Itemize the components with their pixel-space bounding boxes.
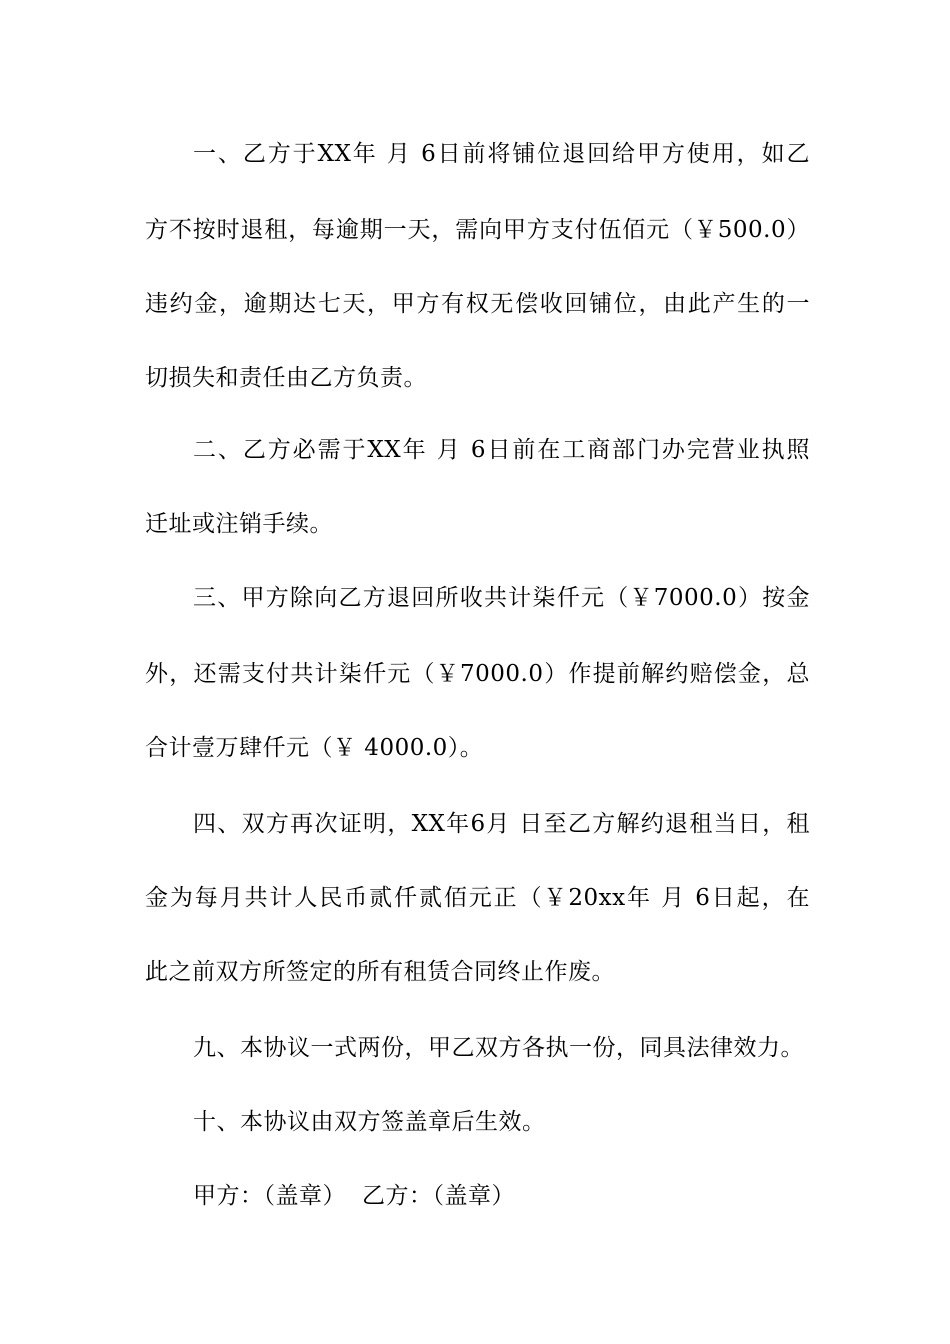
paragraph-3-line-2: 外，还需支付共计柒仟元（￥7000.0）作提前解约赔偿金，总 [145, 661, 810, 687]
paragraph-4-line-1: 四、双方再次证明，XX年6月 日至乙方解约退租当日，租 [193, 811, 810, 837]
paragraph-10-line-1: 十、本协议由双方签盖章后生效。 [193, 1109, 546, 1135]
paragraph-2-line-2: 迁址或注销手续。 [145, 511, 333, 537]
signature-line [193, 1176, 810, 1216]
paragraph-1-line-4: 切损失和责任由乙方负责。 [145, 365, 427, 391]
paragraph-3-line-1: 三、甲方除向乙方退回所收共计柒仟元（￥7000.0）按金 [193, 585, 810, 611]
paragraph-4-line-2: 金为每月共计人民币贰仟贰佰元正（￥20xx年 月 6日起，在 [145, 885, 810, 911]
paragraph-9-line-1: 九、本协议一式两份，甲乙双方各执一份，同具法律效力。 [193, 1035, 804, 1061]
paragraph-1-line-3: 违约金，逾期达七天，甲方有权无偿收回铺位，由此产生的一 [145, 291, 810, 317]
paragraph-4-line-3: 此之前双方所签定的所有租赁合同终止作废。 [145, 959, 615, 985]
party-b-seal: 乙方：（盖章） [362, 1183, 515, 1209]
paragraph-1-line-1: 一、乙方于XX年 月 6日前将铺位退回给甲方使用，如乙 [193, 141, 810, 167]
paragraph-1-line-2: 方不按时退租，每逾期一天，需向甲方支付伍佰元（￥500.0） [145, 217, 810, 243]
paragraph-3-line-3: 合计壹万肆仟元（￥ 4000.0）。 [145, 735, 484, 761]
party-a-seal: 甲方：（盖章） [193, 1183, 346, 1209]
paragraph-2-line-1: 二、乙方必需于XX年 月 6日前在工商部门办完营业执照 [193, 437, 810, 463]
